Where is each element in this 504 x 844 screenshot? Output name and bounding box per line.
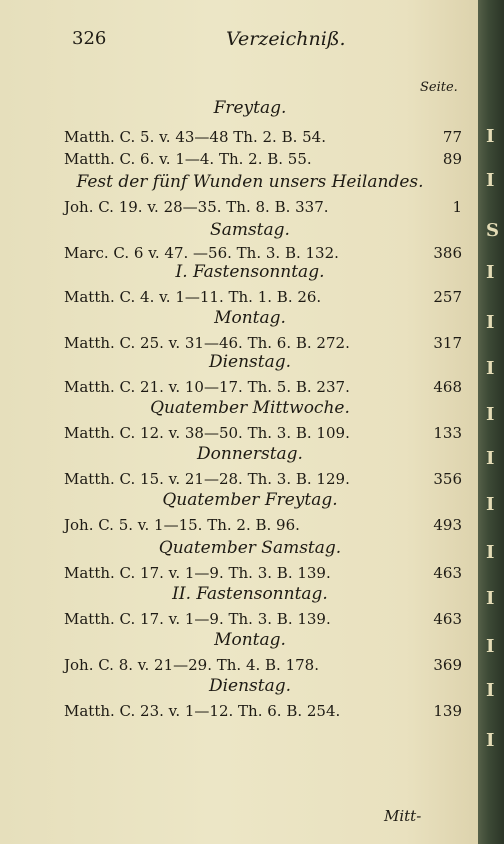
index-entry: [64, 128, 462, 150]
entry-reference: Matth. C. 23. v. 1—12. Th. 6. B. 254.: [64, 702, 341, 720]
entry-page: 463: [433, 564, 462, 582]
entry-page: 257: [433, 288, 462, 306]
facing-page-mark: I: [486, 494, 495, 515]
facing-page-mark: I: [486, 680, 495, 701]
facing-page-mark: I: [486, 404, 495, 425]
facing-page-mark: I: [486, 730, 495, 751]
entry-page: 89: [442, 150, 462, 168]
section-heading: Dienstag.: [208, 352, 292, 372]
entry-page: 133: [433, 424, 462, 442]
facing-page-edge: [478, 0, 504, 844]
entry-reference: Matth. C. 4. v. 1—11. Th. 1. B. 26.: [64, 288, 322, 306]
facing-page-mark: I: [486, 636, 495, 657]
entry-page: 139: [433, 702, 462, 720]
section-heading: II. Fastensonntag.: [172, 584, 328, 604]
facing-page-mark: I: [486, 262, 495, 283]
index-entry: [64, 470, 462, 492]
facing-page-mark: S: [486, 220, 499, 241]
entry-page: 386: [433, 244, 462, 262]
section-heading: Fest der fünf Wunden unsers Heilandes.: [76, 172, 424, 192]
index-entry: [64, 424, 462, 446]
section-heading: Quatember Samstag.: [158, 538, 342, 558]
entry-reference: Joh. C. 8. v. 21—29. Th. 4. B. 178.: [64, 656, 319, 674]
section-heading: Quatember Mittwoche.: [150, 398, 350, 418]
facing-page-mark: I: [486, 312, 495, 333]
entry-page: 77: [442, 128, 462, 146]
index-entry: [64, 564, 462, 586]
index-entry: [64, 198, 462, 220]
index-entry: [64, 702, 462, 724]
entry-reference: Matth. C. 17. v. 1—9. Th. 3. B. 139.: [64, 610, 331, 628]
index-entry: [64, 150, 462, 172]
entry-reference: Matth. C. 12. v. 38—50. Th. 3. B. 109.: [64, 424, 350, 442]
facing-page-mark: I: [486, 170, 495, 191]
entry-page: 1: [452, 198, 462, 216]
section-heading: Montag.: [214, 630, 286, 650]
page-column-label: Seite.: [420, 80, 458, 95]
entry-reference: Joh. C. 5. v. 1—15. Th. 2. B. 96.: [64, 516, 300, 534]
facing-page-mark: I: [486, 358, 495, 379]
index-entry: [64, 610, 462, 632]
section-heading: Freytag.: [213, 98, 287, 118]
entry-page: 369: [433, 656, 462, 674]
entry-reference: Matth. C. 5. v. 43—48 Th. 2. B. 54.: [64, 128, 326, 146]
facing-page-mark: I: [486, 126, 495, 147]
facing-page-mark: I: [486, 588, 495, 609]
index-entry: [64, 516, 462, 538]
page-number: 326: [72, 28, 107, 49]
section-heading: Quatember Freytag.: [162, 490, 338, 510]
index-entry: [64, 288, 462, 310]
index-entry: [64, 656, 462, 678]
entry-reference: Joh. C. 19. v. 28—35. Th. 8. B. 337.: [64, 198, 329, 216]
entry-page: 468: [433, 378, 462, 396]
facing-page-mark: I: [486, 542, 495, 563]
entry-reference: Matth. C. 17. v. 1—9. Th. 3. B. 139.: [64, 564, 331, 582]
entry-reference: Matth. C. 25. v. 31—46. Th. 6. B. 272.: [64, 334, 350, 352]
section-heading: I. Fastensonntag.: [175, 262, 325, 282]
section-heading: Montag.: [214, 308, 286, 328]
entry-page: 463: [433, 610, 462, 628]
entry-page: 356: [433, 470, 462, 488]
entry-reference: Matth. C. 6. v. 1—4. Th. 2. B. 55.: [64, 150, 312, 168]
section-heading: Samstag.: [210, 220, 290, 240]
running-title: Verzeichniß.: [226, 28, 346, 50]
entry-page: 493: [433, 516, 462, 534]
index-entry: [64, 378, 462, 400]
section-heading: Dienstag.: [208, 676, 292, 696]
entry-reference: Matth. C. 15. v. 21—28. Th. 3. B. 129.: [64, 470, 350, 488]
entry-reference: Marc. C. 6 v. 47. —56. Th. 3. B. 132.: [64, 244, 339, 262]
section-heading: Donnerstag.: [197, 444, 303, 464]
entry-page: 317: [433, 334, 462, 352]
facing-page-mark: I: [486, 448, 495, 469]
catchword: Mitt-: [384, 807, 422, 825]
entry-reference: Matth. C. 21. v. 10—17. Th. 5. B. 237.: [64, 378, 350, 396]
